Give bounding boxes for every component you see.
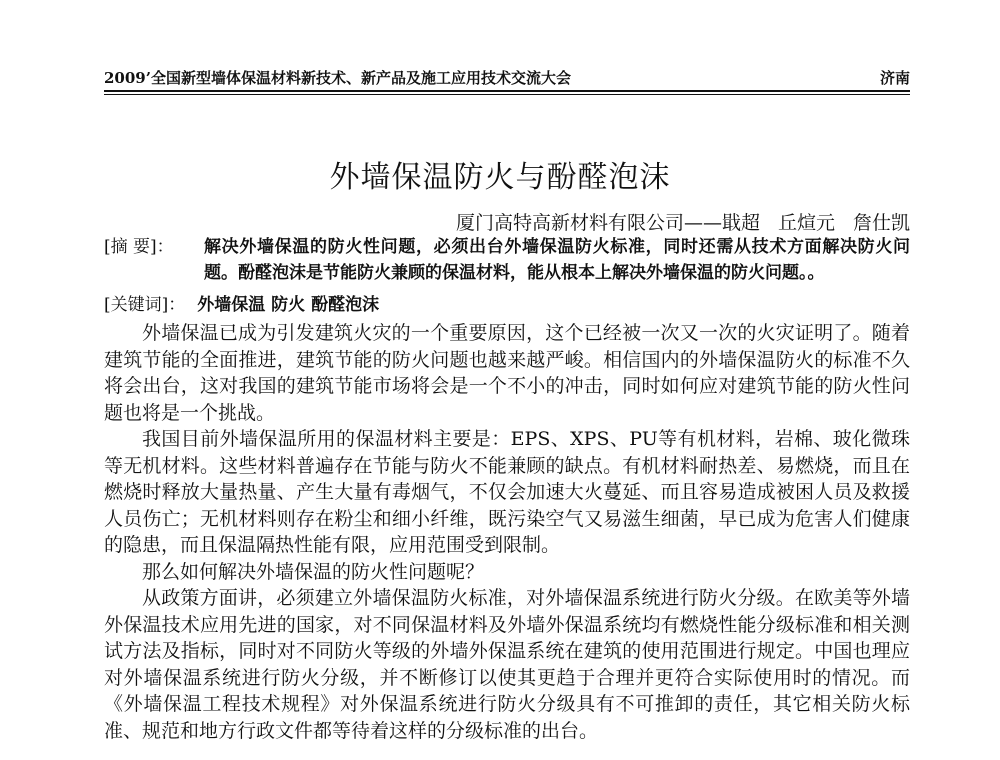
conference-title: 2009’全国新型墙体保温材料新技术、新产品及施工应用技术交流大会	[104, 69, 571, 87]
abstract-text: 解决外墙保温的防火性问题，必须出台外墙保温防火标准，同时还需从技术方面解决防火问题。酚醛泡沫是节能防火兼顾的保温材料，能从根本上解决外墙保温的防火问题。。	[204, 237, 910, 283]
body-text	[104, 320, 910, 744]
author-line	[456, 210, 910, 236]
author-name: 戢超	[721, 212, 760, 234]
paragraph: 我国目前外墙保温所用的保温材料主要是：EPS、XPS、PU等有机材料，岩棉、玻化微珠等无机材料。这些材料普遍存在节能与防火不能兼顾的缺点。有机材料耐热差、易燃烧，而且在燃烧时释放大量热量、产生大量有毒烟气，不仅会加速大火蔓延、而且容易造成被困人员及救援人员伤亡；无机材料则存在粉尘和细小纤维，既污染空气又易滋生细菌，早已成为危害人们健康的隐患，而且保温隔热性能有限，应用范围受到限制。	[104, 428, 910, 556]
running-header	[104, 68, 910, 92]
keywords-label: [关键词]：	[104, 295, 186, 315]
paragraph: 那么如何解决外墙保温的防火性问题呢？	[142, 560, 485, 583]
author-name: 丘煊元	[777, 212, 835, 234]
paragraph: 外墙保温已成为引发建筑火灾的一个重要原因，这个已经被一次又一次的火灾证明了。随着建筑节能的全面推进，建筑节能的防火问题也越来越严峻。相信国内的外墙保温防火的标准不久将会出台，这对我国的建筑节能市场将会是一个不小的冲击，同时如何应对建筑节能的防火性问题也将是一个挑战。	[104, 322, 910, 424]
author-organization: 厦门高特高新材料有限公司——	[455, 212, 722, 234]
paragraph: 从政策方面讲，必须建立外墙保温防火标准，对外墙保温系统进行防火分级。在欧美等外墙外保温技术应用先进的国家，对不同保温材料及外墙外保温系统均有燃烧性能分级标准和相关测试方法及指标，同时对不同防火等级的外墙外保温系统在建筑的使用范围进行规定。中国也理应对外墙保温系统进行防火分级，并不断修订以使其更趋于合理并更符合实际使用时的情况。而《外墙保温工程技术规程》对外保温系统进行防火分级具有不可推卸的责任，其它相关防火标准、规范和地方行政文件都等待着这样的分级标准的出台。	[104, 587, 910, 742]
keywords	[104, 292, 910, 318]
keywords-text: 外墙保温 防火 酚醛泡沫	[197, 295, 380, 315]
abstract-label: [摘 要]：	[104, 237, 174, 257]
conference-location: 济南	[879, 69, 910, 87]
author-name: 詹仕凯	[852, 212, 910, 234]
paper-title: 外墙保温防火与酚醛泡沫	[329, 160, 671, 195]
